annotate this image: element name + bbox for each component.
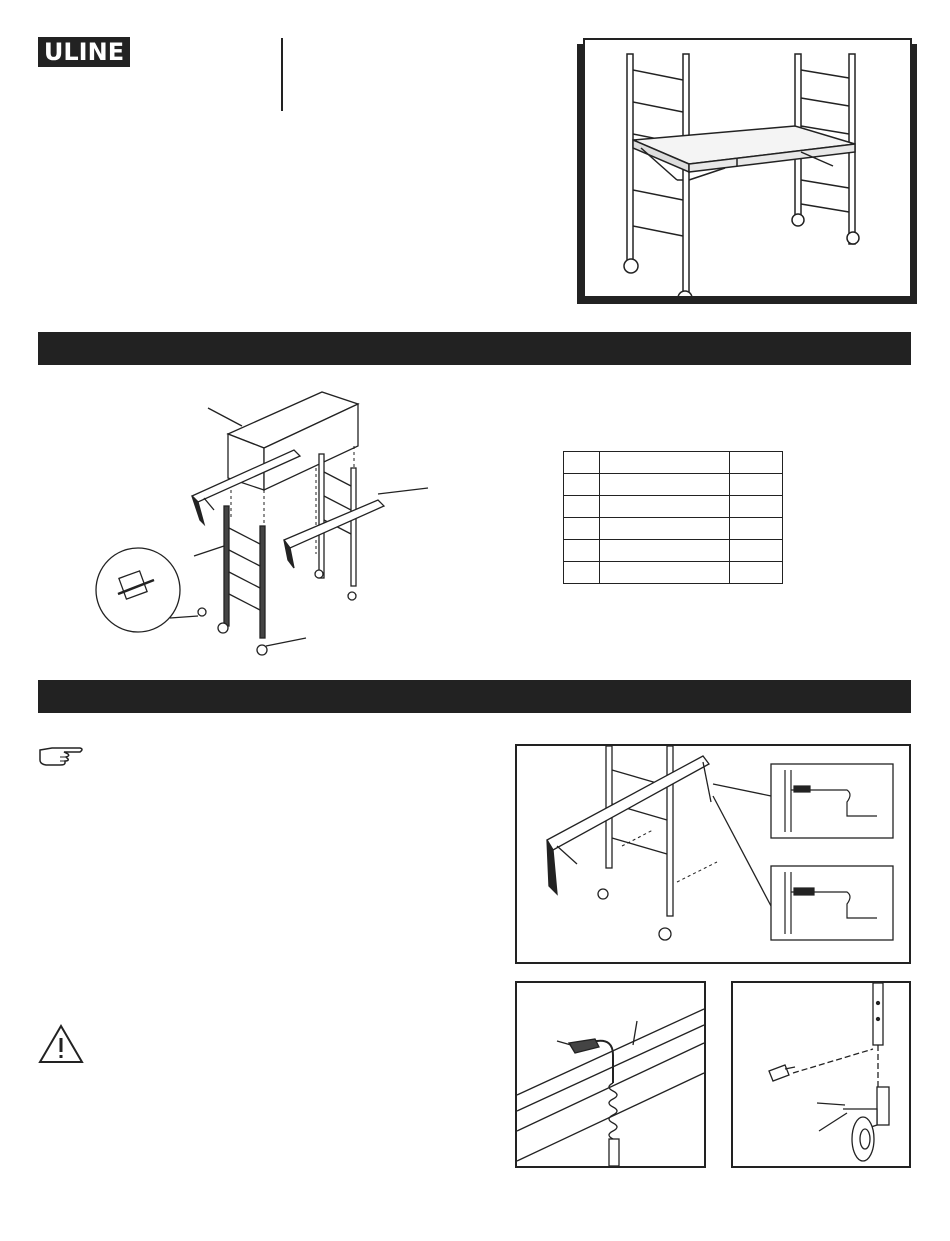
warning-triangle-icon: [38, 1024, 84, 1064]
exploded-scaffold-diagram: [88, 378, 438, 660]
table-cell: [600, 518, 730, 540]
section-band-2: [38, 680, 911, 713]
table-cell: [730, 540, 783, 562]
table-cell: [600, 474, 730, 496]
table-cell: [600, 540, 730, 562]
table-row: [564, 562, 783, 584]
table-cell: [730, 518, 783, 540]
table-row: [564, 452, 783, 474]
brace-attachment-detail: [515, 744, 911, 964]
parts-diagram: [88, 378, 438, 660]
table-row: [564, 496, 783, 518]
table-cell: [564, 474, 600, 496]
table-cell: [600, 496, 730, 518]
table-cell: [730, 562, 783, 584]
caster-detail: [731, 981, 911, 1168]
table-row: [564, 474, 783, 496]
rolling-scaffold-illustration: [585, 40, 910, 296]
lock-pin-detail: [515, 981, 706, 1168]
table-cell: [564, 496, 600, 518]
hero-illustration-frame: [583, 38, 912, 298]
uline-logo: ULINE: [38, 37, 130, 67]
table-cell: [564, 540, 600, 562]
parts-table: [563, 451, 783, 584]
table-cell: [600, 562, 730, 584]
header-divider: [281, 38, 283, 111]
table-row: [564, 518, 783, 540]
table-cell: [564, 452, 600, 474]
pointing-hand-icon: [38, 744, 86, 766]
table-row: [564, 540, 783, 562]
table-cell: [730, 474, 783, 496]
table-cell: [600, 452, 730, 474]
table-cell: [564, 518, 600, 540]
table-cell: [730, 496, 783, 518]
table-cell: [730, 452, 783, 474]
section-band-1: [38, 332, 911, 365]
table-cell: [564, 562, 600, 584]
